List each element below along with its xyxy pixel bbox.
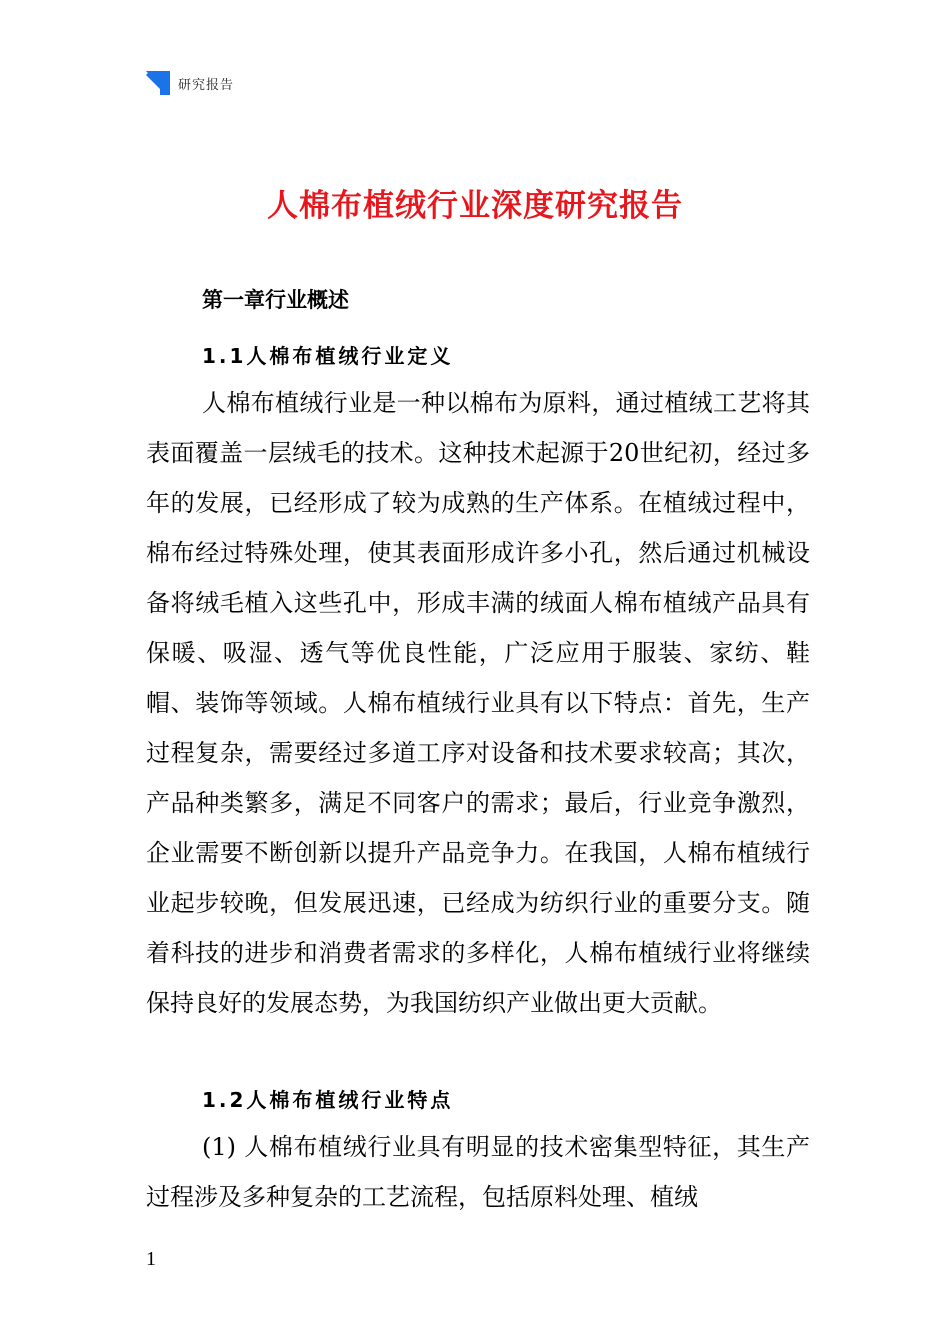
chapter-heading: 第一章行业概述	[202, 288, 349, 312]
section-heading: 1.2人棉布植绒行业特点	[202, 1088, 454, 1112]
page-number: 1	[146, 1248, 156, 1270]
arrow-up-right-icon	[146, 71, 170, 95]
page-header	[146, 70, 234, 96]
section-heading: 1.1人棉布植绒行业定义	[202, 344, 454, 368]
document-title: 人棉布植绒行业深度研究报告	[267, 188, 683, 224]
header-label: 研究报告	[178, 77, 235, 93]
section-body: 人棉布植绒行业是一种以棉布为原料，通过植绒工艺将其表面覆盖一层绒毛的技术。这种技术起源于20世纪初，经过多年的发展，已经形成了较为成熟的生产体系。在植绒过程中，棉布经过特殊处理，使其表面形成许多小孔，然后通过机械设备将绒毛植入这些孔中，形成丰满的绒面人棉布植绒产品具有保暖、吸湿、透气等优良性能，广泛应用于服装、家纺、鞋帽、装饰等领域。人棉布植绒行业具有以下特点：首先，生产过程复杂，需要经过多道工序对设备和技术要求较高；其次，产品种类繁多，满足不同客户的需求；最后，行业竞争激烈，企业需要不断创新以提升产品竞争力。在我国，人棉布植绒行业起步较晚，但发展迅速，已经成为纺织行业的重要分支。随着科技的进步和消费者需求的多样化，人棉布植绒行业将继续保持良好的发展态势，为我国纺织产业做出更大贡献。	[146, 389, 810, 1017]
section-body: (1) 人棉布植绒行业具有明显的技术密集型特征，其生产过程涉及多种复杂的工艺流程，包括原料处理、植绒	[146, 1133, 810, 1211]
